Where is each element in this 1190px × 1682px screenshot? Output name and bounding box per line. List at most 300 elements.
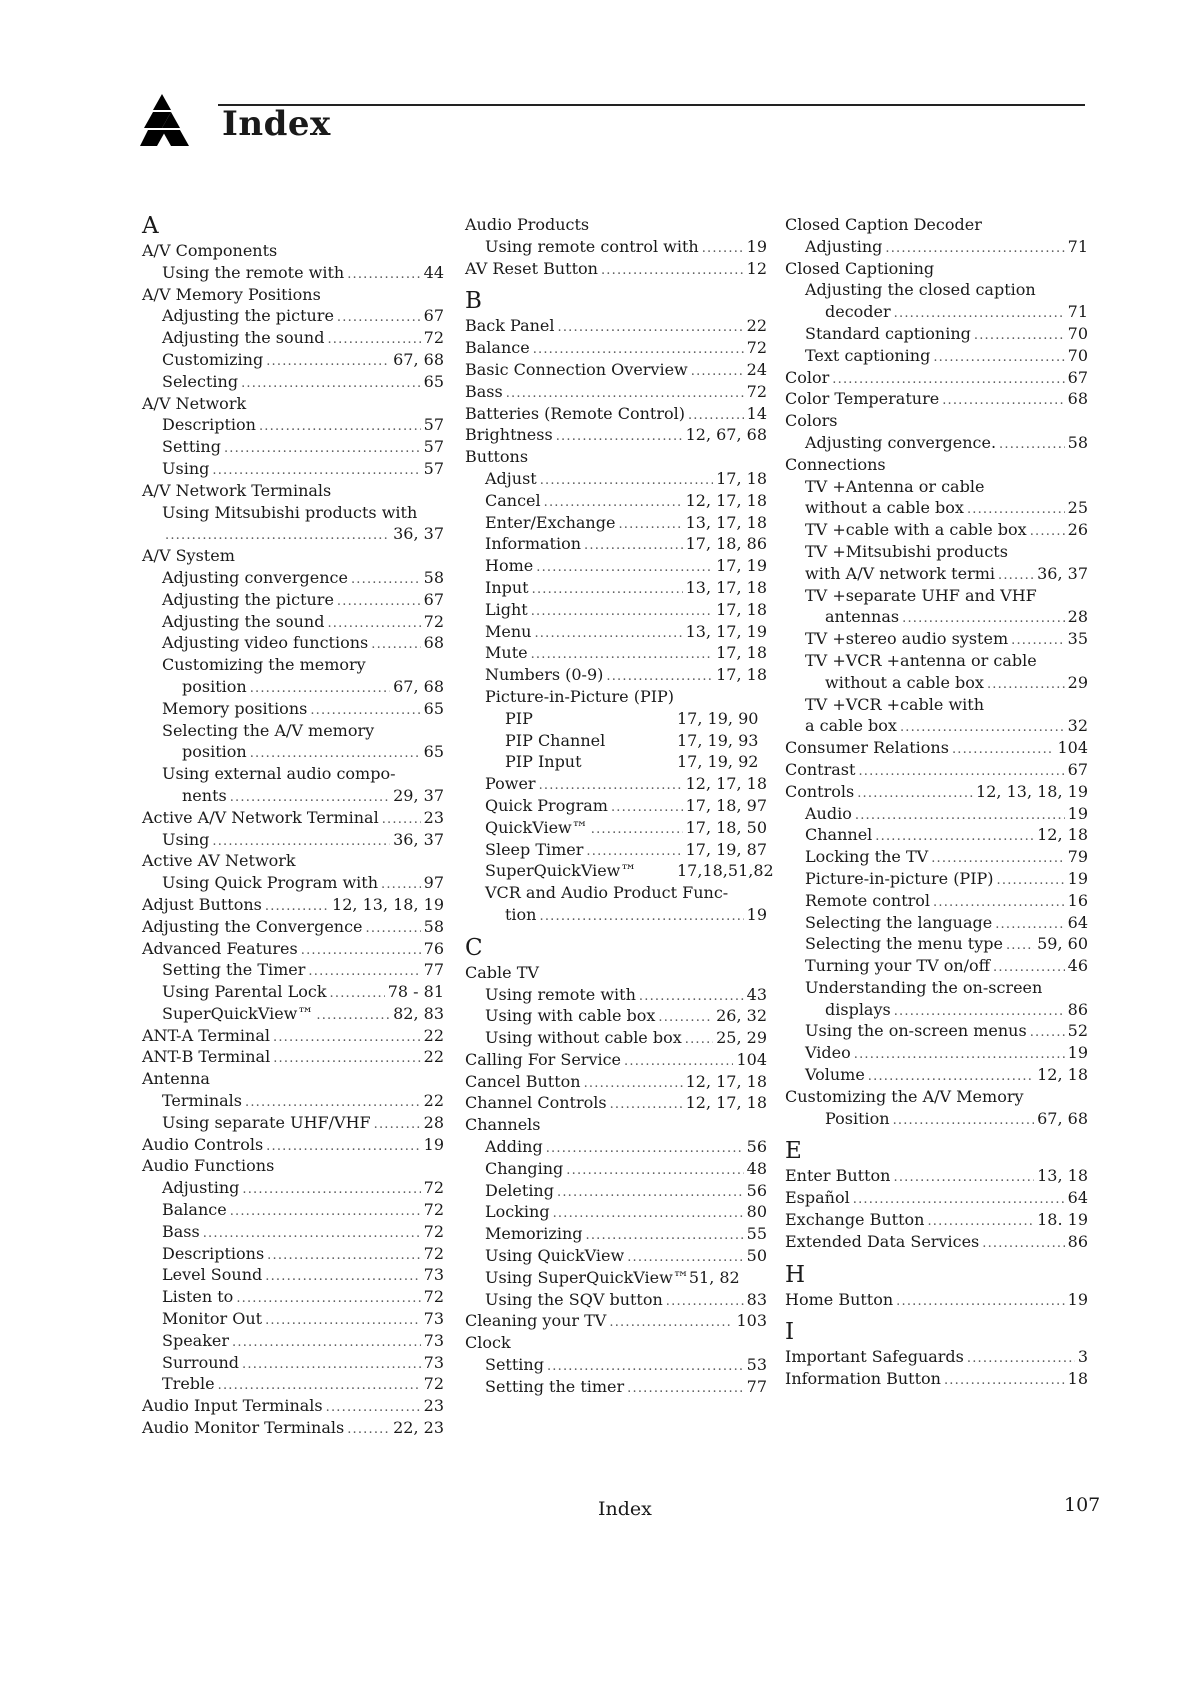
footer-label: Index [598,1498,652,1520]
entry-term: Adjusting convergence. [805,432,997,452]
entry-term: ANT-B Terminal [142,1047,271,1067]
entry-pages: 17, 18 [716,643,767,663]
entry-pages: 17, 19, 92 [677,752,759,772]
entry-pages: 71 [1067,236,1088,256]
index-column-1 [142,214,444,1439]
index-entry [785,279,1088,301]
entry-term: Description [162,415,256,435]
entry-pages: 12, 18 [1037,825,1088,845]
index-entry [785,454,1088,476]
entry-term: Adjust Buttons [142,894,262,914]
index-entry [465,1376,767,1398]
dot-leader [893,1110,1035,1132]
entry-pages: 64 [1067,912,1088,932]
entry-term: Balance [465,338,530,358]
index-entry [785,977,1088,999]
entry-pages: 52 [1067,1021,1088,1041]
index-entry [142,654,444,676]
entry-term: Audio Functions [142,1156,275,1176]
entry-term: position [182,676,247,696]
entry-pages: 18. 19 [1037,1210,1088,1230]
index-entry [785,628,1088,650]
page-number: 107 [1064,1494,1101,1516]
entry-term: PIP [505,708,533,728]
entry-pages: 3 [1077,1347,1088,1367]
entry-term: Active A/V Network Terminal [142,807,379,827]
entry-pages: 104 [1057,738,1088,758]
dot-leader [688,405,744,427]
index-entry [785,1368,1088,1390]
index-entry [785,868,1088,890]
index-entry [785,258,1088,280]
index-entry [142,349,444,371]
entry-term: Understanding the on-screen [805,977,1043,997]
dot-leader [351,569,421,591]
index-entry [785,715,1088,737]
entry-pages: 25, 29 [716,1028,767,1048]
entry-pages: 29, 37 [393,785,444,805]
entry-pages: 50 [746,1246,767,1266]
entry-pages: 86 [1067,999,1088,1019]
index-entry [465,839,767,861]
entry-pages: 68 [1067,389,1088,409]
entry-term: Sleep Timer [485,839,584,859]
index-entry [465,1071,767,1093]
entry-pages: 53 [746,1355,767,1375]
dot-leader [556,426,683,448]
entry-term: Setting the Timer [162,960,306,980]
index-entry [142,611,444,633]
page-title: Index [222,104,331,144]
dot-leader [553,1203,744,1225]
index-entry [142,458,444,480]
entry-term: Home Button [785,1289,894,1309]
index-entry [785,323,1088,345]
entry-term: Adjusting the picture [162,589,334,609]
index-entry [465,468,767,490]
dot-leader [232,1332,421,1354]
entry-term: Using the on-screen menus [805,1021,1027,1041]
dot-leader [547,1356,744,1378]
entry-pages: 67, 68 [393,349,444,369]
dot-leader [327,329,420,351]
index-entry [142,327,444,349]
entry-term: Selecting the menu type [805,934,1003,954]
dot-leader [952,739,1055,761]
dot-leader [944,1370,1065,1392]
index-entry [785,933,1088,955]
index-entry [465,1027,767,1049]
entry-pages: 17, 18, 97 [685,795,767,815]
entry-pages: 29 [1067,672,1088,692]
header-rule [218,104,1085,106]
dot-leader [218,1375,421,1397]
dot-leader [301,940,421,962]
dot-leader [265,896,329,918]
dot-leader [265,1310,421,1332]
entry-pages: 104 [736,1049,767,1069]
index-entry [785,606,1088,628]
index-entry [142,1112,444,1134]
index-entry [465,1267,767,1289]
index-entry [785,672,1088,694]
entry-term: Treble [162,1374,215,1394]
index-entry [142,894,444,916]
index-entry [465,904,767,926]
entry-pages: 72 [746,338,767,358]
entry-pages: 57 [423,415,444,435]
entry-pages: 12, 17, 18 [685,774,767,794]
entry-term: Changing [485,1158,564,1178]
entry-pages: 67 [423,306,444,326]
entry-pages: 36, 37 [393,524,444,544]
index-entry [785,388,1088,410]
dot-leader [857,783,973,805]
index-entry [465,1005,767,1027]
index-entry [142,414,444,436]
entry-term: Adjusting video functions [162,633,369,653]
dot-leader [531,644,714,666]
entry-pages: 73 [423,1352,444,1372]
entry-term: Terminals [162,1091,243,1111]
entry-term: Balance [162,1200,227,1220]
entry-pages: 77 [423,960,444,980]
index-entry [465,1245,767,1267]
entry-pages: 67, 68 [1037,1108,1088,1128]
entry-term: Quick Program [485,795,608,815]
dot-leader [337,591,421,613]
entry-term: a cable box [805,716,897,736]
index-column-2 [465,214,774,1398]
entry-term: Turning your TV on/off [805,956,991,976]
dot-leader [627,1378,743,1400]
entry-pages: 72 [423,1374,444,1394]
entry-term: A/V System [142,546,235,566]
entry-pages: 24 [746,359,767,379]
dot-leader [534,623,682,645]
entry-pages: 76 [423,938,444,958]
entry-term: Clock [465,1333,511,1353]
entry-term: Cancel Button [465,1071,581,1091]
index-entry [142,1243,444,1265]
index-entry [465,1354,767,1376]
entry-term: Adding [485,1137,543,1157]
entry-pages: 59, 60 [1037,934,1088,954]
index-entry [785,585,1088,607]
entry-term: Advanced Features [142,938,298,958]
index-entry [142,262,444,284]
index-entry [465,490,767,512]
entry-pages: 55 [746,1224,767,1244]
index-entry [142,632,444,654]
dot-leader [987,674,1065,696]
index-entry [465,315,767,337]
section-letter: I [785,1319,795,1346]
entry-term: Selecting the language [805,912,993,932]
entry-pages: 28 [423,1112,444,1132]
index-entry [785,214,1088,236]
entry-term: Audio Products [465,215,590,234]
entry-pages: 14 [746,403,767,423]
index-column-3 [785,214,1088,1390]
dot-leader [212,831,390,853]
dot-leader [540,470,713,492]
entry-pages: 17, 18, 86 [685,534,767,554]
dot-leader [933,347,1064,369]
entry-term: Adjusting [805,236,883,256]
dot-leader [624,1051,733,1073]
dot-leader [558,317,744,339]
entry-term: Level Sound [162,1265,263,1285]
entry-term: Menu [485,621,532,641]
entry-pages: 97 [423,873,444,893]
entry-pages: 56 [746,1180,767,1200]
index-entry [785,846,1088,868]
dot-leader [685,1029,713,1051]
index-entry [142,916,444,938]
entry-term: Locking [485,1202,550,1222]
index-entry [465,424,767,446]
dot-leader [854,1044,1065,1066]
dot-leader [902,608,1065,630]
dot-leader [267,1245,420,1267]
dot-leader [539,775,683,797]
index-entry [142,1090,444,1112]
dot-leader [224,438,421,460]
entry-term: Color Temperature [785,389,940,409]
index-entry [142,850,444,872]
entry-term: Audio Monitor Terminals [142,1418,345,1438]
dot-leader [203,1223,421,1245]
entry-term: Brightness [465,425,553,445]
index-entry [465,730,767,752]
dot-leader [933,892,1065,914]
entry-term: Input [485,577,529,597]
dot-leader [702,238,744,260]
dot-leader [347,264,420,286]
dot-leader [230,1201,421,1223]
section-letter: C [465,934,483,961]
index-entry [785,541,1088,563]
entry-term: Audio Controls [142,1134,264,1154]
entry-pages: 17, 19, 93 [677,730,759,750]
entry-pages: 12, 13, 18, 19 [332,894,444,914]
entry-term: Listen to [162,1287,234,1307]
dot-leader [931,848,1064,870]
dot-leader [627,1247,743,1269]
entry-pages: 26 [1067,520,1088,540]
entry-term: A/V Memory Positions [142,284,321,304]
entry-pages: 64 [1067,1188,1088,1208]
dot-leader [896,1291,1064,1313]
entry-term: Closed Captioning [785,258,935,278]
entry-term: Using the SQV button [485,1289,663,1309]
entry-pages: 58 [1067,432,1088,452]
entry-term: Color [785,367,830,387]
entry-term: tion [505,904,537,924]
dot-leader [337,307,421,329]
dot-leader [584,535,683,557]
dot-leader [544,492,683,514]
entry-term: Back Panel [465,316,555,336]
index-entry [465,1158,767,1180]
entry-pages: 77 [746,1376,767,1396]
dot-leader [610,1094,683,1116]
index-entry [142,1308,444,1330]
index-entry [142,785,444,807]
dot-leader [1006,935,1034,957]
index-entry [142,1155,444,1177]
dot-leader [266,1136,420,1158]
entry-pages: 73 [423,1309,444,1329]
index-entry [142,284,444,306]
entry-term: displays [825,999,891,1019]
index-entry [785,1289,1088,1311]
dot-leader [900,717,1065,739]
index-entry [785,1086,1088,1108]
index-entry [785,650,1088,672]
entry-pages: 72 [746,381,767,401]
index-entry [142,1177,444,1199]
entry-term: SuperQuickView™ [485,861,637,881]
entry-pages: 65 [423,371,444,391]
index-entry [465,621,767,643]
entry-pages: 19 [1067,1043,1088,1063]
index-entry [785,1231,1088,1253]
dot-leader [885,238,1064,260]
index-entry [142,807,444,829]
index-entry [142,1003,444,1025]
dot-leader [531,601,713,623]
entry-pages: 19 [423,1134,444,1154]
entry-term: Important Safeguards [785,1347,964,1367]
index-entry [785,1165,1088,1187]
index-entry [465,1201,767,1223]
entry-pages: 17,18,51,82 [677,861,774,881]
index-entry [142,1025,444,1047]
index-entry [785,367,1088,389]
entry-pages: 12, 17, 18 [685,1071,767,1091]
entry-pages: 22 [423,1091,444,1111]
entry-pages: 67 [423,589,444,609]
entry-term: Cleaning your TV [465,1311,607,1331]
index-entry [465,1136,767,1158]
entry-pages: 58 [423,916,444,936]
index-entry [142,393,444,415]
section-letter: B [465,288,482,315]
entry-term: Picture-in-picture (PIP) [805,868,994,888]
dot-leader [236,1288,420,1310]
index-entry [142,305,444,327]
index-entry [465,984,767,1006]
index-entry [785,410,1088,432]
index-entry [785,1187,1088,1209]
entry-term: SuperQuickView™ [162,1003,314,1023]
index-entry [142,741,444,763]
entry-pages: 65 [423,698,444,718]
index-entry [465,555,767,577]
dot-leader [326,1397,421,1419]
entry-term: Adjusting the Convergence [142,916,363,936]
dot-leader [855,805,1065,827]
entry-pages: 68 [423,633,444,653]
entry-pages: 72 [423,1200,444,1220]
entry-term: Basic Connection Overview [465,359,688,379]
entry-pages: 19 [746,904,767,924]
entry-pages: 23 [423,1396,444,1416]
entry-term: Video [805,1043,851,1063]
entry-term: Using separate UHF/VHF [162,1112,371,1132]
entry-term: TV +cable with a cable box [805,520,1027,540]
entry-term: TV +separate UHF and VHF [805,585,1037,605]
entry-term: Memory positions [162,698,308,718]
index-entry [465,359,767,381]
entry-pages: 22, 23 [393,1418,444,1438]
dot-leader [532,579,683,601]
dot-leader [366,918,421,940]
dot-leader [639,986,744,1008]
entry-term: Using SuperQuickView™ [485,1267,689,1287]
entry-term: TV +Antenna or cable [805,476,985,496]
dot-leader [832,369,1064,391]
dot-leader [967,1348,1075,1370]
index-entry [465,686,767,708]
entry-pages: 13, 17, 18 [685,577,767,597]
index-entry [785,781,1088,803]
entry-term: Batteries (Remote Control) [465,403,685,423]
entry-term: AV Reset Button [465,258,598,278]
dot-leader [566,1160,743,1182]
index-entry [785,1209,1088,1231]
dot-leader [611,797,683,819]
entry-term: Bass [465,381,503,401]
dot-leader [586,1225,744,1247]
entry-pages: 17, 19, 90 [677,708,759,728]
dot-leader [601,260,744,282]
index-entry [785,1064,1088,1086]
entry-term: Active AV Network [142,851,296,871]
dot-leader [242,1179,420,1201]
entry-pages: 48 [746,1158,767,1178]
entry-term: Setting [162,437,221,457]
entry-term: Calling For Service [465,1049,622,1069]
dot-leader [591,819,683,841]
entry-term: Adjusting the closed caption [805,280,1036,300]
entry-term: Setting the timer [485,1376,625,1396]
index-entry [785,432,1088,454]
entry-term: Audio Input Terminals [142,1396,323,1416]
index-entry [465,882,767,904]
index-entry [465,1092,767,1114]
entry-term: without a cable box [825,672,984,692]
dot-leader [539,906,743,928]
dot-leader [310,700,420,722]
dot-leader [868,1066,1034,1088]
entry-pages: 70 [1067,345,1088,365]
entry-pages: 13, 17, 18 [685,512,767,532]
index-entry [142,1373,444,1395]
entry-term: Light [485,599,528,619]
index-entry [785,236,1088,258]
entry-term: Channel [805,825,873,845]
entry-pages: 12 [746,258,767,278]
dot-leader [993,957,1065,979]
index-entry [465,751,767,773]
index-entry [465,403,767,425]
index-entry [465,708,767,730]
entry-pages: 103 [736,1311,767,1331]
dot-leader [894,1001,1065,1023]
